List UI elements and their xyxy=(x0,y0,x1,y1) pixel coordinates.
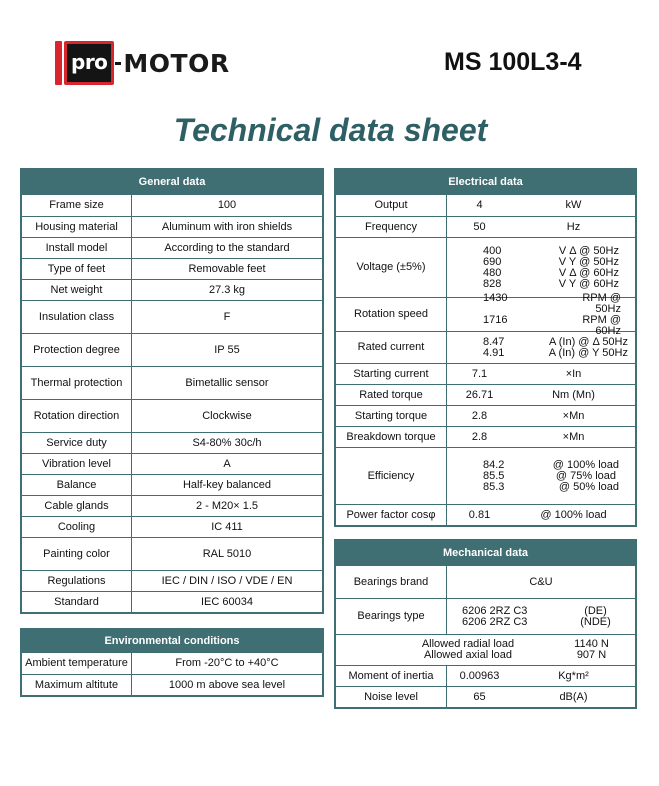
logo-motor-text: MOTOR xyxy=(123,48,230,78)
efficiency-unit: @ 50% load xyxy=(558,480,619,493)
rotation-value: 1430 xyxy=(483,291,508,304)
table-row xyxy=(22,366,322,399)
voltage-unit: V Δ @ 60Hz xyxy=(558,266,619,279)
row-label: Efficiency xyxy=(336,448,447,504)
row-unit: ×Mn xyxy=(562,409,585,422)
row-value: IEC 60034 xyxy=(201,595,253,608)
mechanical-data-table xyxy=(334,539,637,709)
row-value: 7.1 xyxy=(471,367,488,380)
table-row xyxy=(22,432,322,453)
row-unit: ×In xyxy=(565,367,582,380)
efficiency-value: 85.5 xyxy=(483,469,505,482)
row-value: According to the standard xyxy=(164,241,290,254)
table-row xyxy=(336,504,635,525)
table-row xyxy=(336,634,635,665)
row-label: Breakdown torque xyxy=(336,427,447,447)
row-value: Half-key balanced xyxy=(182,478,272,491)
mechanical-data-header: Mechanical data xyxy=(336,541,635,566)
row-value: C&U xyxy=(529,575,553,588)
row-value: 26.71 xyxy=(465,388,494,401)
rotation-unit: RPM @ 50Hz xyxy=(582,291,621,315)
logo-pro-text: pro xyxy=(67,44,111,82)
row-label: Ambient temperature xyxy=(22,653,132,674)
row-label: Voltage (±5%) xyxy=(336,238,447,297)
table-row xyxy=(336,686,635,707)
row-value: Clockwise xyxy=(202,409,252,422)
bearing-unit: (NDE) xyxy=(580,615,611,628)
row-label: Maximum altitute xyxy=(22,675,132,695)
environmental-conditions-table xyxy=(20,628,324,697)
row-unit: ×Mn xyxy=(562,430,585,443)
row-label: Painting color xyxy=(22,538,132,570)
table-row xyxy=(22,570,322,591)
row-value: 27.3 kg xyxy=(208,283,246,296)
electrical-data-table xyxy=(334,168,637,527)
table-row xyxy=(22,474,322,495)
row-label: Cable glands xyxy=(22,496,132,516)
row-value: Bimetallic sensor xyxy=(185,376,269,389)
table-row xyxy=(22,279,322,300)
row-label: Net weight xyxy=(22,280,132,300)
table-row xyxy=(336,384,635,405)
row-value: Removable feet xyxy=(188,262,266,275)
current-value: 4.91 xyxy=(483,346,505,359)
table-row xyxy=(336,566,635,598)
row-value: 65 xyxy=(473,690,486,703)
table-row xyxy=(22,195,322,216)
row-value: A xyxy=(223,457,231,470)
load-label: Allowed axial load xyxy=(423,649,513,661)
table-row xyxy=(336,363,635,384)
row-label: Power factor cosφ xyxy=(336,505,447,525)
current-value: 8.47 xyxy=(483,335,505,348)
efficiency-value: 84.2 xyxy=(483,458,505,471)
row-label: Bearings type xyxy=(336,599,447,634)
bearing-unit: (DE) xyxy=(584,604,607,617)
environmental-conditions-header: Environmental conditions xyxy=(22,630,322,653)
table-row xyxy=(22,537,322,570)
table-row xyxy=(336,291,635,337)
table-row xyxy=(22,399,322,432)
efficiency-unit: @ 100% load xyxy=(552,458,619,471)
row-unit: kW xyxy=(565,199,582,211)
row-label: Rated torque xyxy=(336,385,447,405)
table-row xyxy=(22,591,322,612)
row-label: Starting torque xyxy=(336,406,447,426)
model-number: MS 100L3-4 xyxy=(444,48,582,76)
row-value: 2.8 xyxy=(471,409,488,422)
row-label: Output xyxy=(336,195,447,216)
rotation-value: 1716 xyxy=(483,313,508,326)
row-label: Balance xyxy=(22,475,132,495)
table-row xyxy=(336,665,635,686)
load-value: 1140 N xyxy=(574,638,609,650)
table-row xyxy=(22,216,322,237)
row-value: RAL 5010 xyxy=(202,547,252,560)
row-label: Bearings brand xyxy=(336,566,447,598)
general-data-header: General data xyxy=(22,170,322,195)
row-value: 1000 m above sea level xyxy=(168,678,286,691)
row-label: Rated current xyxy=(336,332,447,363)
row-label: Protection degree xyxy=(22,334,132,366)
row-value: 2.8 xyxy=(471,430,488,443)
table-row xyxy=(22,333,322,366)
row-value: IC 411 xyxy=(211,520,243,533)
current-unit: A (In) @ Δ 50Hz xyxy=(548,335,628,348)
table-row xyxy=(336,237,635,297)
row-value: IP 55 xyxy=(214,343,240,356)
row-label: Rotation speed xyxy=(336,298,447,331)
brand-logo xyxy=(55,41,230,85)
table-row xyxy=(336,331,635,363)
voltage-value: 690 xyxy=(483,255,502,268)
row-value: IEC / DIN / ISO / VDE / EN xyxy=(161,574,293,587)
bearing-value: 6206 2RZ C3 xyxy=(462,615,528,628)
row-value: S4-80% 30c/h xyxy=(192,436,262,449)
row-label: Regulations xyxy=(22,571,132,591)
table-row xyxy=(336,405,635,426)
table-row xyxy=(22,495,322,516)
page-title: Technical data sheet xyxy=(173,112,488,148)
row-unit: Kg*m² xyxy=(558,669,589,682)
logo-pro-badge xyxy=(55,41,114,85)
table-row xyxy=(22,653,322,674)
row-label: Insulation class xyxy=(22,301,132,333)
row-value: Aluminum with iron shields xyxy=(161,220,293,233)
efficiency-unit: @ 75% load xyxy=(555,469,616,482)
row-label: Type of feet xyxy=(22,259,132,279)
row-label: Rotation direction xyxy=(22,400,132,432)
row-value: 50 xyxy=(473,220,486,233)
electrical-data-header: Electrical data xyxy=(336,170,635,195)
row-unit: @ 100% load xyxy=(540,508,607,521)
voltage-value: 400 xyxy=(483,244,502,257)
row-label: Noise level xyxy=(336,687,447,707)
row-label: Starting current xyxy=(336,364,447,384)
table-row xyxy=(22,237,322,258)
current-unit: A (In) @ Y 50Hz xyxy=(548,346,628,359)
table-row xyxy=(22,453,322,474)
row-label: Moment of inertia xyxy=(336,666,447,686)
load-label: Allowed radial load xyxy=(421,638,515,650)
row-value: F xyxy=(223,310,231,323)
row-label: Cooling xyxy=(22,517,132,537)
row-label: Frame size xyxy=(22,195,132,216)
row-value: 0.81 xyxy=(468,508,491,521)
row-label: Install model xyxy=(22,238,132,258)
general-data-table xyxy=(20,168,324,614)
rotation-unit: RPM @ 60Hz xyxy=(582,313,621,337)
voltage-unit: V Y @ 50Hz xyxy=(558,255,619,268)
table-row xyxy=(336,216,635,237)
table-row xyxy=(22,674,322,695)
voltage-unit: V Δ @ 50Hz xyxy=(558,244,619,257)
table-row xyxy=(336,195,635,216)
row-unit: Hz xyxy=(566,220,581,233)
row-label: Vibration level xyxy=(22,454,132,474)
row-value: 100 xyxy=(217,199,237,211)
voltage-unit: V Y @ 60Hz xyxy=(558,277,619,290)
table-row xyxy=(22,258,322,279)
row-label: Housing material xyxy=(22,217,132,237)
table-row xyxy=(336,447,635,504)
voltage-value: 828 xyxy=(483,277,502,290)
row-value: 4 xyxy=(476,199,483,211)
table-row xyxy=(336,598,635,634)
row-label: Service duty xyxy=(22,433,132,453)
row-value: 0.00963 xyxy=(459,669,500,682)
row-label: Standard xyxy=(22,592,132,612)
efficiency-value: 85.3 xyxy=(483,480,505,493)
bearing-value: 6206 2RZ C3 xyxy=(462,604,528,617)
row-label: Thermal protection xyxy=(22,367,132,399)
voltage-value: 480 xyxy=(483,266,502,279)
row-unit: dB(A) xyxy=(559,690,588,703)
load-value: 907 N xyxy=(576,649,607,661)
table-row xyxy=(336,426,635,447)
table-row xyxy=(22,300,322,333)
row-value: From -20°C to +40°C xyxy=(175,657,279,669)
row-value: 2 - M20× 1.5 xyxy=(195,499,259,512)
row-unit: Nm (Mn) xyxy=(552,388,595,401)
table-row xyxy=(22,516,322,537)
row-label: Frequency xyxy=(336,217,447,237)
